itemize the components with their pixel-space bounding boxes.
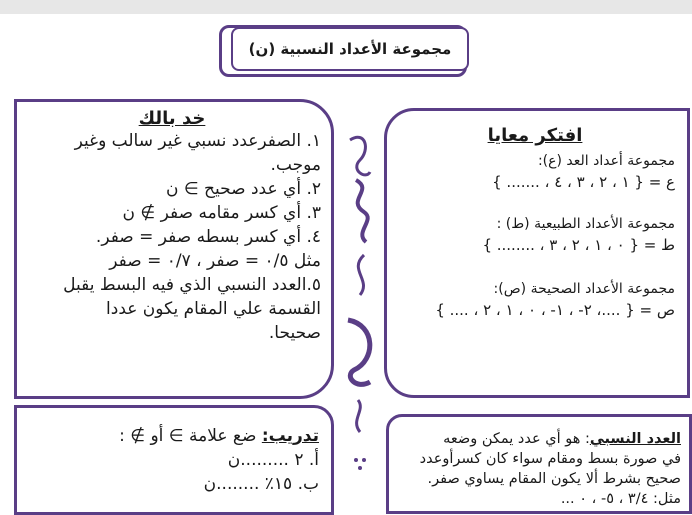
exercise-box [14,405,334,515]
exercise-heading: تدريب: [261,426,319,446]
definition-line: مثل: ٣/٤ ، ٥- ، ٠ ... [560,491,681,507]
counting-set: ع = { ١ ، ٢ ، ٣ ، ٤ ، ....... } [492,173,675,191]
recall-box [384,108,690,398]
exercise-item: أ. ٢ .........ن [227,450,319,470]
note-line: مثل ٠/٥ = صفر ، ٠/٧ = صفر [109,251,321,271]
natural-set: ط = { ٠ ، ١ ، ٢ ، ٣ ، ........ } [482,236,675,254]
note-line: ٣. أي كسر مقامه صفر ∌ ن [122,203,321,223]
definition-box [386,414,692,514]
definition-line: في صورة بسط ومقام سواء كان كسرأوعدد [419,451,681,467]
integer-set-label: مجموعة الأعداد الصحيحة (ص): [493,281,675,297]
note-line: القسمة علي المقام يكون عددا [106,299,321,319]
note-line: موجب. [270,155,321,175]
counting-set-label: مجموعة أعداد العد (ع): [537,153,675,169]
definition-line: صحيح بشرط ألا يكون المقام يساوي صفر. [427,471,681,487]
natural-set-label: مجموعة الأعداد الطبيعية (ط) : [496,216,675,232]
calligraphy-ornament [336,120,384,480]
top-bar [0,0,692,14]
definition-term: العدد النسبي [589,431,681,447]
exercise-item: ب. ١٥٪ ........ن [203,474,319,494]
integer-set: ص = { ....، ٢- ، ١- ، ٠ ، ١ ، ٢ ، .... } [435,301,675,319]
exercise-instruction: ضع علامة ∋ أو ∌ : [119,426,257,446]
note-line: صحيحا. [268,323,321,343]
page-title: مجموعة الأعداد النسبية (ن) [231,27,469,71]
recall-heading: افتكر معايا [487,125,583,146]
note-line: ٢. أي عدد صحيح ∋ ن [165,179,321,199]
note-heading: خد بالك [138,108,206,129]
note-line: ٤. أي كسر بسطه صفر = صفر. [95,227,321,247]
note-line: ٥.العدد النسبي الذي فيه البسط يقبل [63,275,321,295]
definition-text: : هو أي عدد يمكن وضعه [443,431,590,447]
note-box [14,99,334,399]
note-line: ١. الصفرعدد نسبي غير سالب وغير [74,131,321,151]
